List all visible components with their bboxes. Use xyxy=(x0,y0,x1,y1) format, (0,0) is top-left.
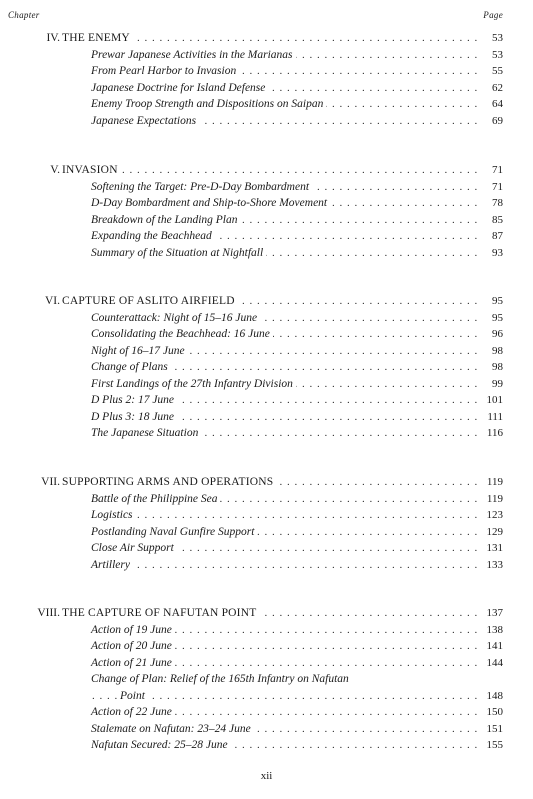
page-number: 148 xyxy=(486,689,503,702)
section-title: Action of 19 June xyxy=(91,622,175,638)
page-number: 111 xyxy=(487,410,503,423)
page-number: 93 xyxy=(492,246,503,259)
section-row xyxy=(0,63,533,79)
page-number: 133 xyxy=(486,558,503,571)
section-row xyxy=(0,540,533,556)
folio-page-number: xii xyxy=(260,770,273,782)
column-header-page: Page xyxy=(483,10,503,20)
leader-dots xyxy=(92,162,477,178)
page-number: 87 xyxy=(492,230,503,242)
chapter-title: CAPTURE OF ASLITO AIRFIELD xyxy=(62,293,238,309)
section-row xyxy=(0,557,533,573)
chapter-row xyxy=(0,30,533,46)
chapter-number: V. xyxy=(50,164,60,176)
section-row xyxy=(0,737,533,753)
section-title: Softening the Target: Pre-D-Day Bombardment xyxy=(91,179,312,195)
leader-dots xyxy=(92,557,477,573)
section-row xyxy=(0,524,533,540)
chapter-number: IV. xyxy=(46,32,60,44)
section-row xyxy=(0,392,533,408)
section-row xyxy=(0,179,533,195)
page-number: 71 xyxy=(492,180,503,193)
page-number: 64 xyxy=(492,98,503,110)
section-title: Counterattack: Night of 15–16 June xyxy=(91,310,260,326)
section-title: Artillery xyxy=(91,557,133,573)
section-row xyxy=(0,425,533,441)
section-title: Summary of the Situation at Nightfall xyxy=(91,245,266,261)
page-number: 123 xyxy=(486,509,503,521)
section-row xyxy=(0,655,533,671)
page-number: 99 xyxy=(492,377,503,390)
section-title: Night of 16–17 June xyxy=(91,343,188,359)
section-row xyxy=(0,96,533,112)
chapter-title: THE ENEMY xyxy=(62,30,133,46)
section-row xyxy=(0,195,533,211)
leader-dots xyxy=(92,507,477,523)
page-number: 95 xyxy=(492,295,503,307)
page-number: 78 xyxy=(492,197,503,209)
section-row xyxy=(0,376,533,392)
chapter-title: SUPPORTING ARMS AND OPERATIONS xyxy=(62,474,276,490)
section-row xyxy=(0,245,533,261)
section-title: Japanese Doctrine for Island Defense xyxy=(91,80,268,96)
section-row xyxy=(0,212,533,228)
page-number: 141 xyxy=(486,640,503,652)
chapter-row xyxy=(0,474,533,490)
chapter-title: INVASION xyxy=(62,162,121,178)
section-row xyxy=(0,80,533,96)
page-number: 71 xyxy=(492,164,503,176)
chapter-row xyxy=(0,293,533,309)
section-title: Action of 20 June xyxy=(91,638,175,654)
page-number: 150 xyxy=(486,706,503,718)
section-title: The Japanese Situation xyxy=(91,425,201,441)
page-number: 129 xyxy=(486,525,503,538)
section-row xyxy=(0,507,533,523)
leader-dots xyxy=(92,688,477,704)
section-title: Action of 21 June xyxy=(91,655,175,671)
page-number: 55 xyxy=(492,65,503,77)
section-row xyxy=(0,671,533,687)
section-row xyxy=(0,326,533,342)
section-row xyxy=(0,113,533,129)
section-row xyxy=(0,688,533,704)
page-number: 131 xyxy=(486,542,503,554)
section-title: Postlanding Naval Gunfire Support xyxy=(91,524,257,540)
chapter-row xyxy=(0,605,533,621)
section-title: D Plus 2: 17 June xyxy=(91,392,177,408)
section-title: Change of Plan: Relief of the 165th Infantry on Nafutan xyxy=(91,671,352,687)
chapter-number: VII. xyxy=(41,476,60,488)
chapter-number: VIII. xyxy=(37,607,60,619)
page-number: 155 xyxy=(486,739,503,751)
chapter-row xyxy=(0,162,533,178)
section-title: Nafutan Secured: 25–28 June xyxy=(91,737,231,753)
page-number: 116 xyxy=(486,427,503,439)
section-title: D-Day Bombardment and Ship-to-Shore Movement xyxy=(91,195,330,211)
leader-dots xyxy=(92,30,477,46)
chapter-title: THE CAPTURE OF NAFUTAN POINT xyxy=(62,605,259,621)
page-number: 53 xyxy=(492,48,503,61)
page-number: 95 xyxy=(492,311,503,324)
page-number: 137 xyxy=(486,607,503,619)
page-number: 119 xyxy=(486,476,503,488)
section-row xyxy=(0,491,533,507)
page-number: 101 xyxy=(486,394,503,406)
page-number: 144 xyxy=(486,656,503,669)
section-row xyxy=(0,721,533,737)
section-title: Breakdown of the Landing Plan xyxy=(91,212,241,228)
chapter-number: VI. xyxy=(44,295,60,307)
column-header-chapter: Chapter xyxy=(8,10,40,20)
section-title: Prewar Japanese Activities in the Marianas xyxy=(91,47,296,63)
section-title: First Landings of the 27th Infantry Division xyxy=(91,376,296,392)
section-row xyxy=(0,638,533,654)
section-title: Consolidating the Beachhead: 16 June xyxy=(91,326,273,342)
page-number: 138 xyxy=(486,623,503,636)
section-row xyxy=(0,47,533,63)
section-title: Change of Plans xyxy=(91,359,171,375)
page-number: 96 xyxy=(492,328,503,340)
section-title: Point xyxy=(120,688,148,704)
page-number: 151 xyxy=(486,722,503,735)
section-title: Close Air Support xyxy=(91,540,177,556)
page-number: 85 xyxy=(492,213,503,226)
section-title: Enemy Troop Strength and Dispositions on Saipan xyxy=(91,96,326,112)
section-title: Logistics xyxy=(91,507,136,523)
page-number: 98 xyxy=(492,344,503,357)
page-number: 119 xyxy=(486,492,503,505)
section-title: Japanese Expectations xyxy=(91,113,199,129)
section-row xyxy=(0,359,533,375)
section-title: Stalemate on Nafutan: 23–24 June xyxy=(91,721,254,737)
section-row xyxy=(0,704,533,720)
section-title: D Plus 3: 18 June xyxy=(91,409,177,425)
section-title: Action of 22 June xyxy=(91,704,175,720)
page-number: 62 xyxy=(492,81,503,94)
section-row xyxy=(0,228,533,244)
section-row xyxy=(0,622,533,638)
section-row xyxy=(0,409,533,425)
section-title: From Pearl Harbor to Invasion xyxy=(91,63,239,79)
section-row xyxy=(0,310,533,326)
page-number: 98 xyxy=(492,361,503,373)
section-title: Expanding the Beachhead xyxy=(91,228,215,244)
section-row xyxy=(0,343,533,359)
page-number: 69 xyxy=(492,114,503,127)
section-title: Battle of the Philippine Sea xyxy=(91,491,220,507)
page-number: 53 xyxy=(492,32,503,44)
